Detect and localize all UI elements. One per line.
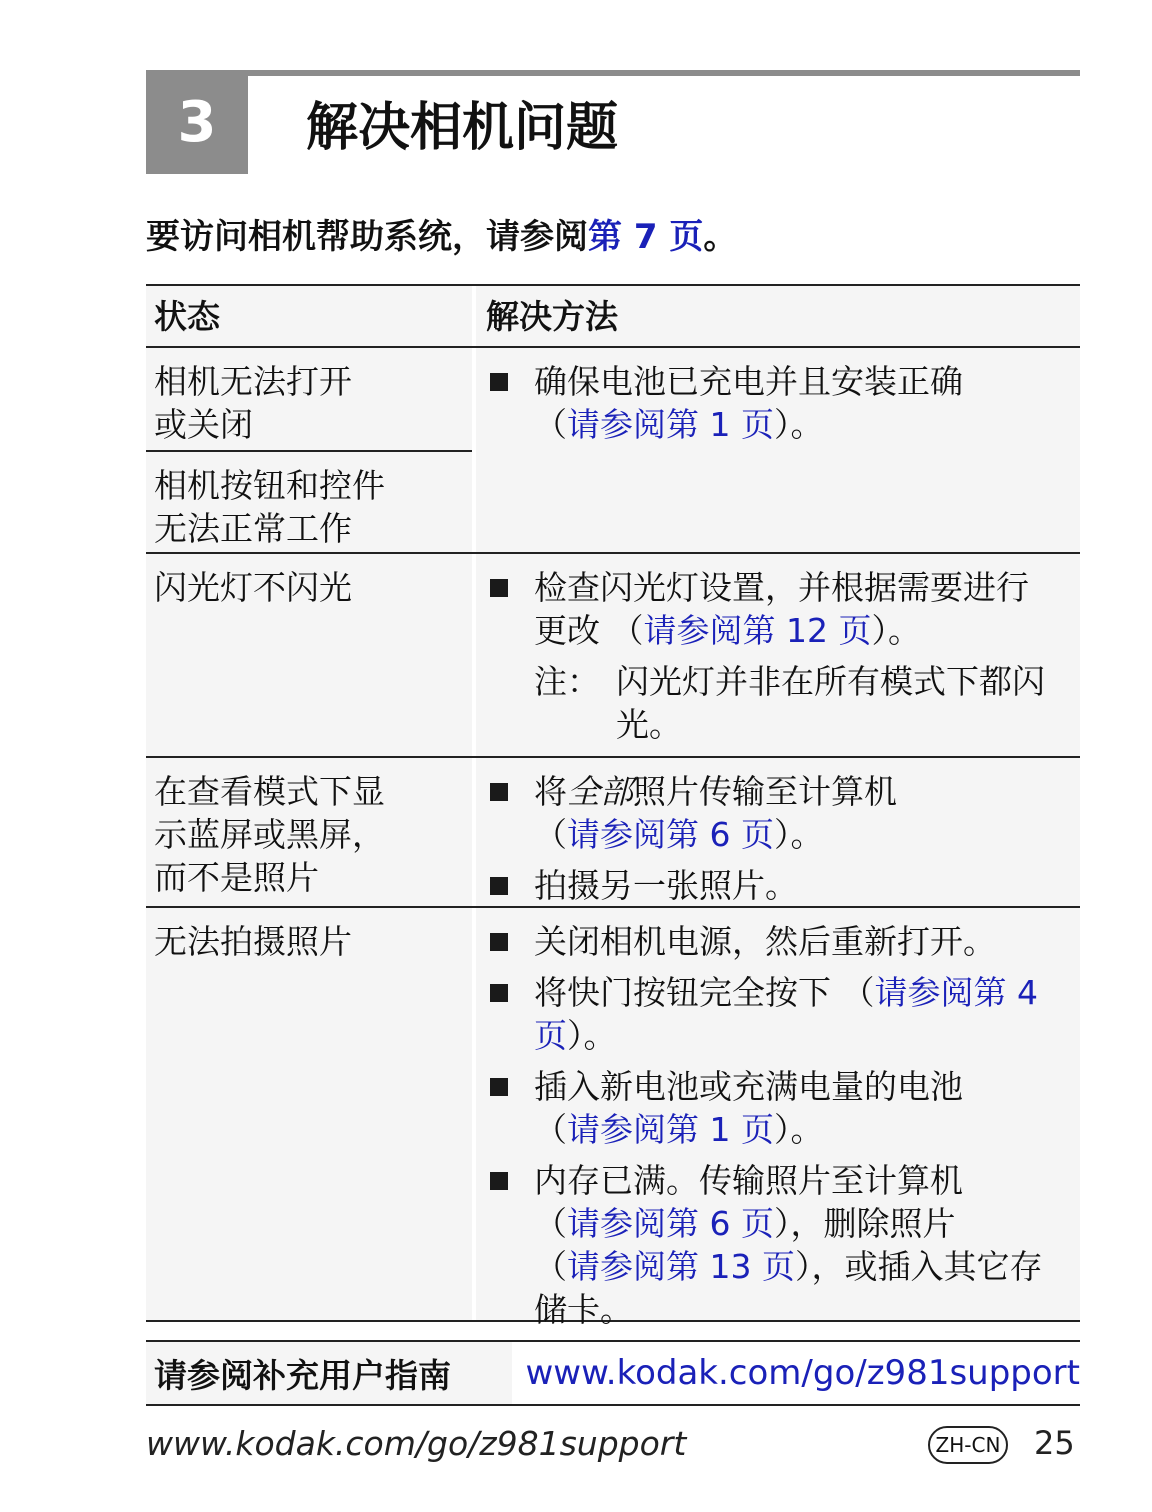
- table-row: [146, 554, 1080, 758]
- solution-cell: [476, 758, 1080, 906]
- intro-text-body: 要访问相机帮助系统，请参阅: [146, 217, 588, 257]
- page-link[interactable]: 请参阅第 4 页: [534, 973, 1038, 1055]
- page-link[interactable]: 请参阅第 6 页: [567, 1204, 774, 1243]
- solution-bullet: [486, 566, 1060, 652]
- header-rule: [146, 70, 1080, 76]
- paren-close: ）。: [773, 815, 824, 854]
- table-row: [146, 758, 1080, 908]
- solution-text: 插入新电池或充满电量的电池: [534, 1067, 963, 1106]
- solution-text: 确保电池已充电并且安装正确: [534, 362, 963, 401]
- paren-open: （: [600, 611, 644, 650]
- solution-bullet: [486, 920, 1060, 963]
- solution-bullet: [486, 770, 1060, 856]
- guide-label: 请参阅补充用户指南: [146, 1342, 512, 1404]
- page-link[interactable]: 请参阅第 12 页: [643, 611, 872, 650]
- status-line: 或关闭: [154, 405, 253, 444]
- paren-close: ）。: [773, 405, 824, 444]
- intro-page-link[interactable]: 第 7 页: [588, 217, 704, 257]
- paren-open: （: [534, 1110, 567, 1149]
- solution-bullet: [486, 971, 1060, 1057]
- status-cannot-shoot: 无法拍摄照片: [146, 908, 472, 1320]
- status-line: 相机无法打开: [154, 362, 352, 401]
- paren-close: ）。: [567, 1016, 617, 1055]
- solution-text: 检查闪光灯设置，并根据需要进行更改: [534, 568, 1029, 650]
- bullet-square-icon: [490, 984, 508, 1002]
- solution-cell: [476, 348, 1080, 552]
- paren-open: （: [534, 815, 567, 854]
- paren-open: （: [534, 1204, 567, 1243]
- solution-bullet: [486, 864, 1060, 907]
- solution-text: ），或插入其它存储卡。: [534, 1247, 1043, 1329]
- status-line: 而不是照片: [154, 858, 319, 897]
- chapter-title: 解决相机问题: [306, 98, 619, 158]
- note-text: 闪光灯并非在所有模式下都闪光。: [616, 662, 1045, 744]
- bullet-square-icon: [490, 933, 508, 951]
- solution-bullet: [486, 1159, 1060, 1331]
- footer-url: www.kodak.com/go/z981support: [146, 1424, 687, 1463]
- solution-text: ），删除照片: [773, 1204, 956, 1243]
- status-line: 相机按钮和控件: [154, 466, 385, 505]
- table-row: [146, 348, 1080, 554]
- header-solution: 解决方法: [476, 286, 1080, 346]
- paren-close: ）。: [773, 1110, 824, 1149]
- solution-text: 将: [534, 772, 567, 811]
- intro-text: [146, 214, 737, 260]
- bullet-square-icon: [490, 1172, 508, 1190]
- paren-open: （: [534, 1247, 567, 1286]
- status-camera-power: [146, 348, 472, 452]
- table-row: [146, 908, 1080, 1329]
- chapter-number: 3: [146, 70, 248, 174]
- status-line: 无法正常工作: [154, 509, 352, 548]
- page-link[interactable]: 请参阅第 6 页: [567, 815, 774, 854]
- intro-text-end: 。: [703, 217, 738, 257]
- page-link[interactable]: 请参阅第 1 页: [567, 1110, 774, 1149]
- paren-open: （: [534, 405, 567, 444]
- note-label: 注：: [534, 662, 600, 701]
- flash-note: [486, 660, 1060, 746]
- table-header-row: [146, 284, 1080, 348]
- solution-cell: [476, 554, 1080, 756]
- solution-cell: [476, 908, 1080, 1329]
- page-link[interactable]: 请参阅第 1 页: [567, 405, 774, 444]
- paren-close: ）。: [871, 611, 921, 650]
- supplemental-guide-row: [146, 1340, 1080, 1406]
- language-badge: ZH-CN: [928, 1426, 1008, 1464]
- bullet-square-icon: [490, 877, 508, 895]
- bullet-square-icon: [490, 783, 508, 801]
- support-url-link[interactable]: www.kodak.com/go/z981support: [516, 1342, 1081, 1404]
- header-status: 状态: [146, 286, 472, 346]
- status-flash: 闪光灯不闪光: [146, 554, 472, 756]
- bullet-square-icon: [490, 579, 508, 597]
- solution-text: 内存已满。传输照片至计算机: [534, 1161, 963, 1200]
- bullet-square-icon: [490, 1078, 508, 1096]
- troubleshooting-table: [146, 284, 1080, 1329]
- solution-bullet: [486, 360, 1060, 446]
- solution-text: 照片传输至计算机: [633, 772, 897, 811]
- status-review-screen: [146, 758, 472, 906]
- paren-open: （: [831, 973, 875, 1012]
- status-camera-buttons: [146, 452, 472, 552]
- solution-bullet: [486, 1065, 1060, 1151]
- status-line: 在查看模式下显: [154, 772, 385, 811]
- solution-text: 将快门按钮完全按下: [534, 973, 831, 1012]
- solution-text: 拍摄另一张照片。: [534, 866, 798, 905]
- solution-emphasis: 全部: [567, 772, 633, 811]
- page-link[interactable]: 请参阅第 13 页: [567, 1247, 795, 1286]
- bullet-square-icon: [490, 373, 508, 391]
- solution-text: 关闭相机电源，然后重新打开。: [534, 922, 996, 961]
- page-number: 25: [1034, 1424, 1075, 1462]
- status-line: 示蓝屏或黑屏，: [154, 815, 385, 854]
